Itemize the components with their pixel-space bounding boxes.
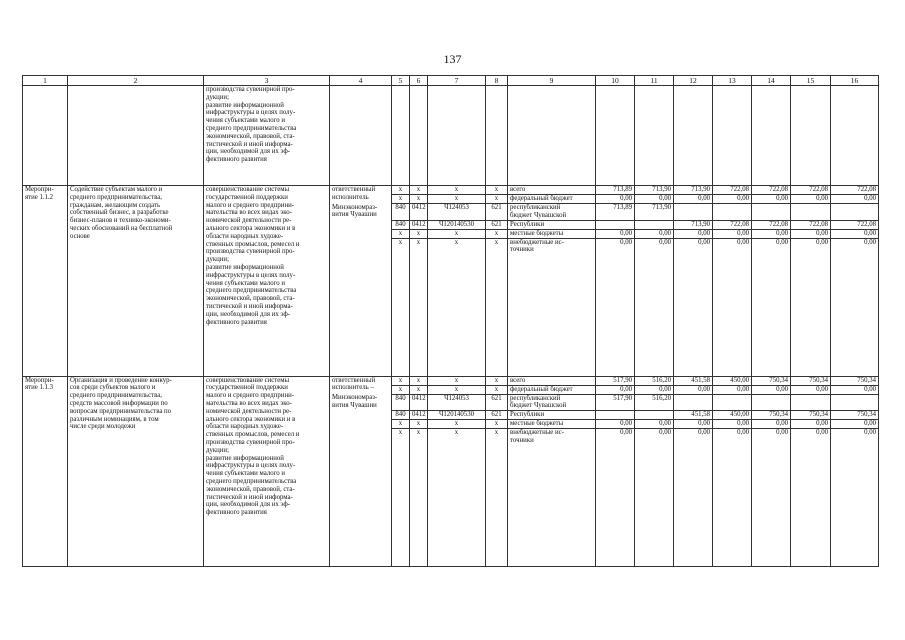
- cell-grbs: 840: [392, 204, 410, 221]
- cell-grbs: x: [392, 376, 410, 385]
- cell-section: 0412: [410, 204, 428, 221]
- cell-expense-type: x: [486, 376, 508, 385]
- cell-target-article: x: [428, 429, 486, 567]
- amount-cell: 713,90: [674, 186, 713, 195]
- amount-cell: 451,58: [674, 411, 713, 420]
- funding-source: местные бюджеты: [508, 229, 596, 238]
- amount-cell: 0,00: [752, 238, 791, 376]
- funding-source: всего: [508, 186, 596, 195]
- continuation-text: производства сувенирной про- дукции; развитие информационной инфраструктуры в целях полу- чения субъектами малого и среднего предпринимательства экономической, правовой, ста- тистической и иной информа- ции, необходимой для их эф- фективного развития: [204, 86, 330, 186]
- cell-section: x: [410, 420, 428, 429]
- page-number: 137: [443, 52, 462, 66]
- amount-cell: 0,00: [635, 195, 674, 204]
- measure-number: Меропри- ятие 1.1.3: [23, 376, 68, 567]
- responsible-role: ответственный исполнитель –: [330, 376, 392, 394]
- column-header: 15: [791, 76, 831, 86]
- cell-expense-type: x: [486, 195, 508, 204]
- funding-source: федеральный бюджет: [508, 385, 596, 394]
- cell-expense-type: x: [486, 420, 508, 429]
- amount-cell: [635, 411, 674, 420]
- amount-cell: 0,00: [791, 420, 831, 429]
- amount-cell: 517,90: [596, 394, 635, 411]
- amount-cell: 713,89: [596, 186, 635, 195]
- cell-target-article: Ч120140530: [428, 220, 486, 229]
- amount-cell: 0,00: [635, 229, 674, 238]
- cell-expense-type: 621: [486, 394, 508, 411]
- amount-cell: 0,00: [791, 385, 831, 394]
- amount-cell: 0,00: [713, 420, 752, 429]
- column-header: 5: [392, 76, 410, 86]
- cell-expense-type: 621: [486, 411, 508, 420]
- amount-cell: 0,00: [596, 429, 635, 567]
- amount-cell: 0,00: [635, 385, 674, 394]
- column-header: 10: [596, 76, 635, 86]
- amount-cell: 0,00: [791, 429, 831, 567]
- cell-section: x: [410, 385, 428, 394]
- empty-cell: [791, 86, 831, 186]
- amount-cell: [791, 394, 831, 411]
- column-header: 8: [486, 76, 508, 86]
- amount-cell: 0,00: [713, 429, 752, 567]
- amount-cell: 0,00: [831, 238, 879, 376]
- amount-cell: 0,00: [713, 229, 752, 238]
- cell-section: x: [410, 229, 428, 238]
- amount-cell: 0,00: [831, 195, 879, 204]
- funding-source: всего: [508, 376, 596, 385]
- cell-section: x: [410, 195, 428, 204]
- header-row: [23, 76, 879, 86]
- amount-cell: 750,34: [791, 411, 831, 420]
- cell-expense-type: 621: [486, 220, 508, 229]
- responsible-ministry: Минэкономраз- вития Чувашии: [330, 394, 392, 567]
- amount-cell: [596, 411, 635, 420]
- amount-cell: 750,34: [831, 376, 879, 385]
- column-header: 2: [68, 76, 204, 86]
- measure-purpose: совершенствование системы государственной поддержки малого и среднего предприни- мательства во всех видах эко- номической деятельности ре- ального сектора экономики и в области народных художе- ственных промыслов, ремесел и производства сувенирной про- дукции; развитие информационной инфраструктуры в целях полу- чения субъектами малого и среднего предпринимательства экономической, правовой, ста- тистической и иной информа- ции, необходимой для их эф- фективного развития: [204, 186, 330, 377]
- amount-cell: 713,90: [635, 204, 674, 221]
- cell-target-article: x: [428, 420, 486, 429]
- amount-cell: 0,00: [752, 385, 791, 394]
- empty-cell: [831, 86, 879, 186]
- column-header: 13: [713, 76, 752, 86]
- amount-cell: 750,34: [752, 376, 791, 385]
- cell-grbs: 840: [392, 394, 410, 411]
- amount-cell: [752, 204, 791, 221]
- continuation-row: [23, 86, 879, 186]
- amount-cell: [752, 394, 791, 411]
- amount-cell: 722,08: [831, 186, 879, 195]
- cell-target-article: x: [428, 238, 486, 376]
- empty-cell: [596, 86, 635, 186]
- cell-grbs: 840: [392, 220, 410, 229]
- cell-expense-type: x: [486, 229, 508, 238]
- cell-expense-type: 621: [486, 204, 508, 221]
- amount-cell: [831, 394, 879, 411]
- amount-cell: 0,00: [674, 429, 713, 567]
- cell-section: 0412: [410, 411, 428, 420]
- amount-cell: 0,00: [713, 385, 752, 394]
- amount-cell: 713,90: [674, 220, 713, 229]
- empty-cell: [635, 86, 674, 186]
- measure-title: Организация и проведение конкур- сов среди субъектов малого и среднего предпринимательства, средств массовой информации по вопросам предпринимательства по различным номинациям, в том числе среди молодежи: [68, 376, 204, 567]
- empty-cell: [486, 86, 508, 186]
- amount-cell: 722,08: [713, 186, 752, 195]
- amount-cell: 0,00: [596, 420, 635, 429]
- amount-cell: 0,00: [752, 420, 791, 429]
- cell-grbs: x: [392, 195, 410, 204]
- funding-source: Республики: [508, 220, 596, 229]
- amount-cell: 0,00: [596, 238, 635, 376]
- amount-cell: 0,00: [831, 385, 879, 394]
- amount-cell: 0,00: [831, 229, 879, 238]
- empty-cell: [428, 86, 486, 186]
- amount-cell: [596, 220, 635, 229]
- column-header: 11: [635, 76, 674, 86]
- empty-cell: [713, 86, 752, 186]
- column-header: 3: [204, 76, 330, 86]
- amount-cell: 722,08: [791, 186, 831, 195]
- cell-section: x: [410, 429, 428, 567]
- amount-cell: 0,00: [635, 420, 674, 429]
- cell-grbs: x: [392, 238, 410, 376]
- empty-cell: [410, 86, 428, 186]
- empty-cell: [392, 86, 410, 186]
- amount-cell: 516,20: [635, 394, 674, 411]
- cell-section: x: [410, 376, 428, 385]
- column-header: 16: [831, 76, 879, 86]
- cell-expense-type: x: [486, 429, 508, 567]
- amount-cell: 0,00: [752, 229, 791, 238]
- amount-cell: 750,34: [791, 376, 831, 385]
- cell-grbs: x: [392, 186, 410, 195]
- amount-cell: 722,08: [831, 220, 879, 229]
- empty-cell: [68, 86, 204, 186]
- amount-cell: 0,00: [791, 238, 831, 376]
- amount-cell: [831, 204, 879, 221]
- cell-expense-type: x: [486, 186, 508, 195]
- amount-cell: 451,58: [674, 376, 713, 385]
- amount-cell: 0,00: [674, 385, 713, 394]
- amount-cell: [674, 204, 713, 221]
- column-header: 4: [330, 76, 392, 86]
- cell-target-article: Ч124053: [428, 204, 486, 221]
- amount-cell: 722,08: [752, 220, 791, 229]
- measure-title: Содействие субъектам малого и среднего предпринимательства, гражданам, желающим создать собственный бизнес, в разработке бизнес-планов и технико-экономи- ческих обоснований на бесплатной основе: [68, 186, 204, 377]
- empty-cell: [752, 86, 791, 186]
- amount-cell: 750,34: [752, 411, 791, 420]
- amount-cell: 0,00: [674, 229, 713, 238]
- amount-cell: 0,00: [674, 238, 713, 376]
- cell-grbs: x: [392, 385, 410, 394]
- amount-cell: 0,00: [791, 229, 831, 238]
- empty-cell: [23, 86, 68, 186]
- column-header: 6: [410, 76, 428, 86]
- amount-cell: 713,90: [635, 186, 674, 195]
- cell-section: x: [410, 186, 428, 195]
- amount-cell: 0,00: [791, 195, 831, 204]
- cell-expense-type: x: [486, 238, 508, 376]
- table-row: [23, 376, 879, 385]
- funding-source: внебюджетные ис- точники: [508, 238, 596, 376]
- cell-target-article: x: [428, 385, 486, 394]
- cell-expense-type: x: [486, 385, 508, 394]
- amount-cell: [713, 394, 752, 411]
- cell-section: 0412: [410, 220, 428, 229]
- measure-purpose: совершенствование системы государственной поддержки малого и среднего предприни- мательства во всех видах эко- номической деятельности ре- ального сектора экономики и в области народных художе- ственных промыслов, ремесел и производства сувенирной про- дукции; развитие информационной инфраструктуры в целях полу- чения субъектами малого и среднего предпринимательства экономической, правовой, ста- тистической и иной информа- ции, необходимой для их эф- фективного развития: [204, 376, 330, 567]
- cell-target-article: Ч120140530: [428, 411, 486, 420]
- empty-cell: [508, 86, 596, 186]
- amount-cell: 722,08: [791, 220, 831, 229]
- column-header: 9: [508, 76, 596, 86]
- program-table: [22, 75, 879, 567]
- cell-target-article: x: [428, 229, 486, 238]
- cell-target-article: x: [428, 195, 486, 204]
- measure-number: Меропри- ятие 1.1.2: [23, 186, 68, 377]
- funding-source: внебюджетные ис- точники: [508, 429, 596, 567]
- amount-cell: 0,00: [635, 429, 674, 567]
- funding-source: федеральный бюджет: [508, 195, 596, 204]
- table-row: [23, 186, 879, 195]
- cell-grbs: 840: [392, 411, 410, 420]
- empty-cell: [330, 86, 392, 186]
- column-header: 14: [752, 76, 791, 86]
- amount-cell: 0,00: [596, 229, 635, 238]
- amount-cell: 0,00: [635, 238, 674, 376]
- cell-grbs: x: [392, 229, 410, 238]
- empty-cell: [674, 86, 713, 186]
- cell-target-article: Ч124053: [428, 394, 486, 411]
- cell-grbs: x: [392, 420, 410, 429]
- amount-cell: 750,34: [831, 411, 879, 420]
- amount-cell: 0,00: [752, 429, 791, 567]
- amount-cell: 0,00: [831, 429, 879, 567]
- amount-cell: 0,00: [752, 195, 791, 204]
- amount-cell: 517,90: [596, 376, 635, 385]
- column-header: 7: [428, 76, 486, 86]
- funding-source: Республики: [508, 411, 596, 420]
- amount-cell: [791, 204, 831, 221]
- cell-grbs: x: [392, 429, 410, 567]
- cell-target-article: x: [428, 186, 486, 195]
- funding-source: местные бюджеты: [508, 420, 596, 429]
- amount-cell: 0,00: [713, 195, 752, 204]
- responsible-role: ответственный исполнитель: [330, 186, 392, 204]
- funding-source: республиканский бюджет Чувашской: [508, 204, 596, 221]
- cell-target-article: x: [428, 376, 486, 385]
- amount-cell: [713, 204, 752, 221]
- amount-cell: 722,08: [752, 186, 791, 195]
- amount-cell: 450,00: [713, 376, 752, 385]
- amount-cell: [635, 220, 674, 229]
- column-header: 12: [674, 76, 713, 86]
- amount-cell: 0,00: [713, 238, 752, 376]
- amount-cell: 0,00: [831, 420, 879, 429]
- amount-cell: 0,00: [674, 420, 713, 429]
- amount-cell: 722,08: [713, 220, 752, 229]
- amount-cell: 713,89: [596, 204, 635, 221]
- amount-cell: 450,00: [713, 411, 752, 420]
- amount-cell: 0,00: [596, 195, 635, 204]
- column-header: 1: [23, 76, 68, 86]
- amount-cell: 516,20: [635, 376, 674, 385]
- amount-cell: 0,00: [674, 195, 713, 204]
- responsible-ministry: Минэкономраз- вития Чувашии: [330, 204, 392, 377]
- funding-source: республиканский бюджет Чувашской: [508, 394, 596, 411]
- amount-cell: [674, 394, 713, 411]
- cell-section: x: [410, 238, 428, 376]
- cell-section: 0412: [410, 394, 428, 411]
- amount-cell: 0,00: [596, 385, 635, 394]
